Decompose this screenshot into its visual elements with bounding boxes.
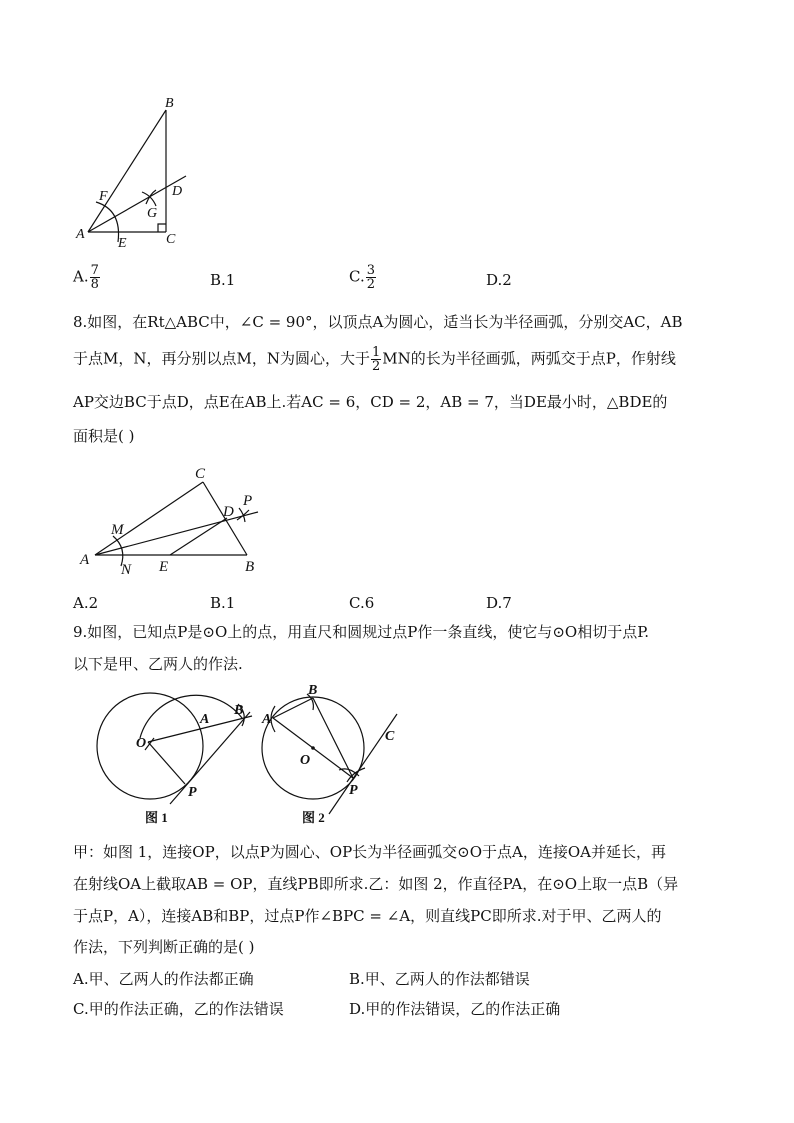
q9-option-b: B.甲、乙两人的作法都错误 — [349, 970, 530, 988]
q7-figure — [70, 92, 200, 252]
q9-fig1-caption: 图 1 — [145, 810, 168, 825]
q9-fig1-segment-op — [148, 742, 185, 784]
q8-option-a: A.2 — [73, 594, 99, 612]
q8-line-3: AP交边BC于点D，点E在AB上.若AC = 6，CD = 2，AB = 7，当DE最小时，△BDE的 — [73, 393, 668, 411]
q9-option-d: D.甲的作法错误，乙的作法正确 — [349, 1000, 561, 1018]
q8-option-b: B.1 — [210, 594, 236, 612]
q7-option-c: C. $\frac{3}{2}$ — [349, 263, 375, 292]
q7-label-a: A — [76, 227, 85, 242]
q8-label-m: M — [111, 522, 124, 538]
q7-label-g: G — [147, 206, 158, 221]
q9-method-line-1: 甲：如图 1，连接OP，以点P为圆心、OP长为半径画弧交⊙O于点A，连接OA并延长，再 — [73, 843, 667, 861]
q8-option-c: C.6 — [349, 594, 375, 612]
q9-option-a: A.甲、乙两人的作法都正确 — [73, 970, 254, 988]
q9-fig1-line-pb — [170, 712, 250, 804]
q7-label-d: D — [172, 184, 183, 199]
q7-label-b: B — [165, 96, 174, 111]
q9-fig1-label-p: P — [188, 785, 197, 800]
q8-line-1: 8.如图，在Rt△ABC中，∠C = 90°，以顶点A为圆心，适当长为半径画弧，分别交AC，AB — [73, 313, 683, 331]
q9-method-line-2: 在射线OA上截取AB = OP，直线PB即所求.乙：如图 2，作直径PA，在⊙O上取一点B（异 — [73, 875, 679, 893]
q8-line-4: 面积是( ) — [73, 427, 135, 445]
q8-label-d: D — [223, 504, 234, 520]
q8-figure — [75, 460, 275, 580]
q9-fig1-circle-o — [97, 693, 203, 799]
q9-fig1-tick-o — [145, 738, 154, 750]
q8-label-e: E — [159, 559, 169, 575]
q7-option-d: D.2 — [486, 271, 512, 289]
q7-label-f: F — [99, 189, 108, 204]
q8-label-a: A — [80, 552, 90, 568]
q8-label-b: B — [245, 559, 255, 575]
q9-fig2-label-p: P — [349, 783, 358, 798]
q9-fig1-label-b: B — [234, 703, 244, 718]
q9-line-2: 以下是甲、乙两人的作法. — [73, 655, 243, 673]
q9-fig2-caption: 图 2 — [302, 810, 325, 825]
q9-fig2-label-a: A — [262, 712, 272, 727]
q7-option-a: A. $\frac{7}{8}$ — [73, 263, 99, 292]
q9-fig1-label-a: A — [200, 712, 210, 727]
q8-segment-de — [170, 518, 227, 555]
q9-fig2-label-o: O — [300, 753, 311, 768]
q9-fig2-label-b: B — [308, 683, 318, 698]
q9-method-line-4: 作法，下列判断正确的是( ) — [73, 938, 255, 956]
q8-label-p: P — [243, 493, 253, 509]
q9-fig2-center-dot — [311, 746, 315, 750]
q9-line-1: 9.如图，已知点P是⊙O上的点，用直尺和圆规过点P作一条直线，使它与⊙O相切于点P. — [73, 623, 650, 641]
q7-right-angle-mark — [158, 224, 166, 232]
q9-fig2-label-c: C — [385, 729, 395, 744]
q9-option-c: C.甲的作法正确，乙的作法错误 — [73, 1000, 284, 1018]
q8-option-d: D.7 — [486, 594, 512, 612]
q9-method-line-3: 于点P，A），连接AB和BP，过点P作∠BPC = ∠A，则直线PC即所求.对于甲、乙两人的 — [73, 907, 662, 925]
q9-fig1-label-o: O — [136, 736, 147, 751]
q9-figure-1 — [90, 680, 270, 830]
q8-label-c: C — [195, 466, 206, 482]
q9-figure-2 — [255, 680, 415, 830]
q7-label-e: E — [118, 236, 127, 251]
q8-line-2: 于点M，N，再分别以点M，N为圆心，大于 $\frac{1}{2}$ MN的长为半径画弧，两弧交于点P，作射线 — [73, 345, 676, 374]
q7-option-b: B.1 — [210, 271, 236, 289]
q8-label-n: N — [121, 562, 132, 578]
q7-label-c: C — [166, 232, 176, 247]
q7-arc-fe — [96, 202, 119, 242]
